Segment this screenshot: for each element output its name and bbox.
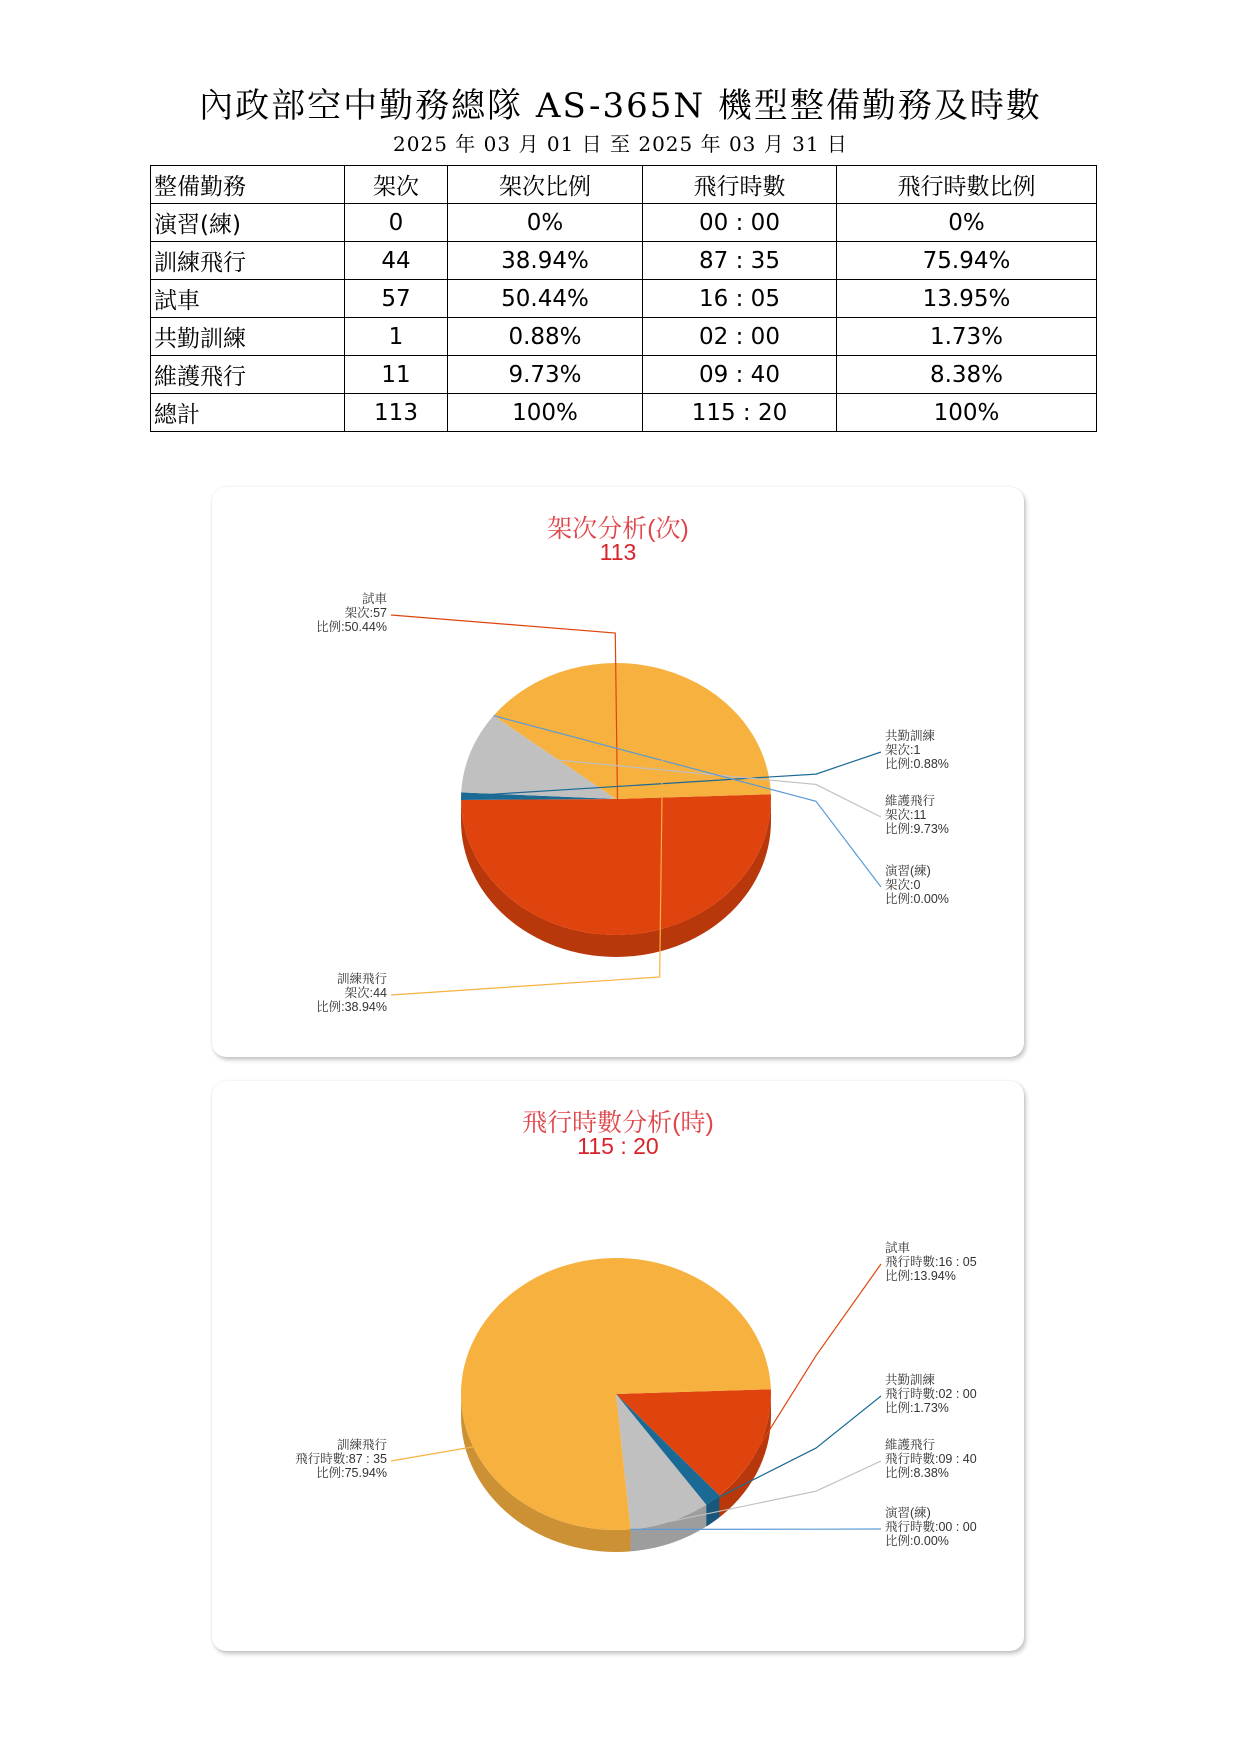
flight-hours-chart-card	[212, 1081, 1024, 1651]
table-cell: 試車	[151, 280, 345, 318]
table-row	[151, 318, 1097, 356]
table-cell: 00 : 00	[643, 204, 837, 242]
pie-label-category: 試車	[885, 1241, 911, 1255]
table-cell: 16 : 05	[643, 280, 837, 318]
table-cell: 02 : 00	[643, 318, 837, 356]
pie-label-category: 試車	[361, 592, 387, 606]
pie-label-category: 演習(練)	[885, 1506, 931, 1520]
table-cell: 1.73%	[837, 318, 1097, 356]
pie-label-value: 飛行時數:16 : 05	[885, 1255, 977, 1269]
column-header: 整備勤務	[151, 166, 345, 204]
pie-label-category: 訓練飛行	[336, 1438, 387, 1452]
table-cell: 115 : 20	[643, 394, 837, 432]
pie-label-value: 飛行時數:87 : 35	[295, 1452, 387, 1466]
pie-label-percent: 比例:75.94%	[316, 1466, 387, 1480]
pie-label-value: 飛行時數:00 : 00	[885, 1520, 977, 1534]
column-header: 飛行時數	[643, 166, 837, 204]
table-cell: 50.44%	[448, 280, 643, 318]
table-cell: 0%	[448, 204, 643, 242]
column-header: 架次	[345, 166, 448, 204]
pie-label-category: 訓練飛行	[336, 972, 387, 986]
leader-line	[759, 1264, 881, 1447]
chart-title: 飛行時數分析(時)	[522, 1109, 714, 1137]
pie-label-category: 共勤訓練	[885, 1373, 936, 1387]
column-header: 飛行時數比例	[837, 166, 1097, 204]
pie-label-percent: 比例:50.44%	[316, 620, 387, 634]
pie-label-percent: 比例:8.38%	[885, 1466, 949, 1480]
pie-label-value: 飛行時數:02 : 00	[885, 1387, 977, 1401]
column-header: 架次比例	[448, 166, 643, 204]
table-cell: 0.88%	[448, 318, 643, 356]
pie-label-percent: 比例:0.88%	[885, 757, 949, 771]
table-row	[151, 242, 1097, 280]
pie-label-percent: 比例:9.73%	[885, 822, 949, 836]
sortie-chart-card	[212, 487, 1024, 1057]
chart-title: 架次分析(次)	[547, 515, 689, 543]
pie-label-value: 架次:44	[344, 986, 387, 1000]
pie-label-percent: 比例:38.94%	[316, 1000, 387, 1014]
table-cell: 44	[345, 242, 448, 280]
table-cell: 87 : 35	[643, 242, 837, 280]
table-body	[151, 204, 1097, 432]
pie-label-percent: 比例:0.00%	[885, 1534, 949, 1548]
table-cell: 8.38%	[837, 356, 1097, 394]
table-cell: 演習(練)	[151, 204, 345, 242]
pie-label-percent: 比例:1.73%	[885, 1401, 949, 1415]
pie-label-percent: 比例:0.00%	[885, 892, 949, 906]
pie-label-value: 架次:0	[885, 878, 921, 892]
table-cell: 1	[345, 318, 448, 356]
pie-label-category: 維護飛行	[885, 794, 936, 808]
date-range: 2025 年 03 月 01 日 至 2025 年 03 月 31 日	[393, 132, 848, 156]
pie-label-value: 架次:1	[885, 743, 921, 757]
table-cell: 9.73%	[448, 356, 643, 394]
sortie-pie-chart	[212, 487, 1024, 1057]
pie-label-category: 維護飛行	[885, 1438, 936, 1452]
table-cell: 100%	[448, 394, 643, 432]
table-cell: 113	[345, 394, 448, 432]
table-cell: 0	[345, 204, 448, 242]
table-cell: 75.94%	[837, 242, 1097, 280]
page-title: 內政部空中勤務總隊 AS-365N 機型整備勤務及時數	[199, 86, 1042, 126]
pie-slices	[461, 1258, 771, 1530]
table-cell: 0%	[837, 204, 1097, 242]
table-header-row	[151, 166, 1097, 204]
pie-label-percent: 比例:13.94%	[885, 1269, 956, 1283]
pie-label-category: 共勤訓練	[885, 729, 936, 743]
table-cell: 共勤訓練	[151, 318, 345, 356]
table-cell: 11	[345, 356, 448, 394]
table-row	[151, 356, 1097, 394]
table-cell: 訓練飛行	[151, 242, 345, 280]
chart-total: 115 : 20	[577, 1133, 659, 1159]
table-cell: 09 : 40	[643, 356, 837, 394]
table-row	[151, 280, 1097, 318]
table-row	[151, 204, 1097, 242]
table-cell: 57	[345, 280, 448, 318]
table-cell: 100%	[837, 394, 1097, 432]
pie-label-value: 飛行時數:09 : 40	[885, 1452, 977, 1466]
table-cell: 維護飛行	[151, 356, 345, 394]
pie-label-category: 演習(練)	[885, 864, 931, 878]
summary-table	[150, 165, 1097, 432]
flight-hours-pie-chart	[212, 1081, 1024, 1651]
chart-total: 113	[599, 539, 637, 565]
pie-label-value: 架次:11	[885, 808, 927, 822]
pie-label-value: 架次:57	[344, 606, 387, 620]
table-cell: 38.94%	[448, 242, 643, 280]
table-row	[151, 394, 1097, 432]
table-cell: 13.95%	[837, 280, 1097, 318]
table-cell: 總計	[151, 394, 345, 432]
